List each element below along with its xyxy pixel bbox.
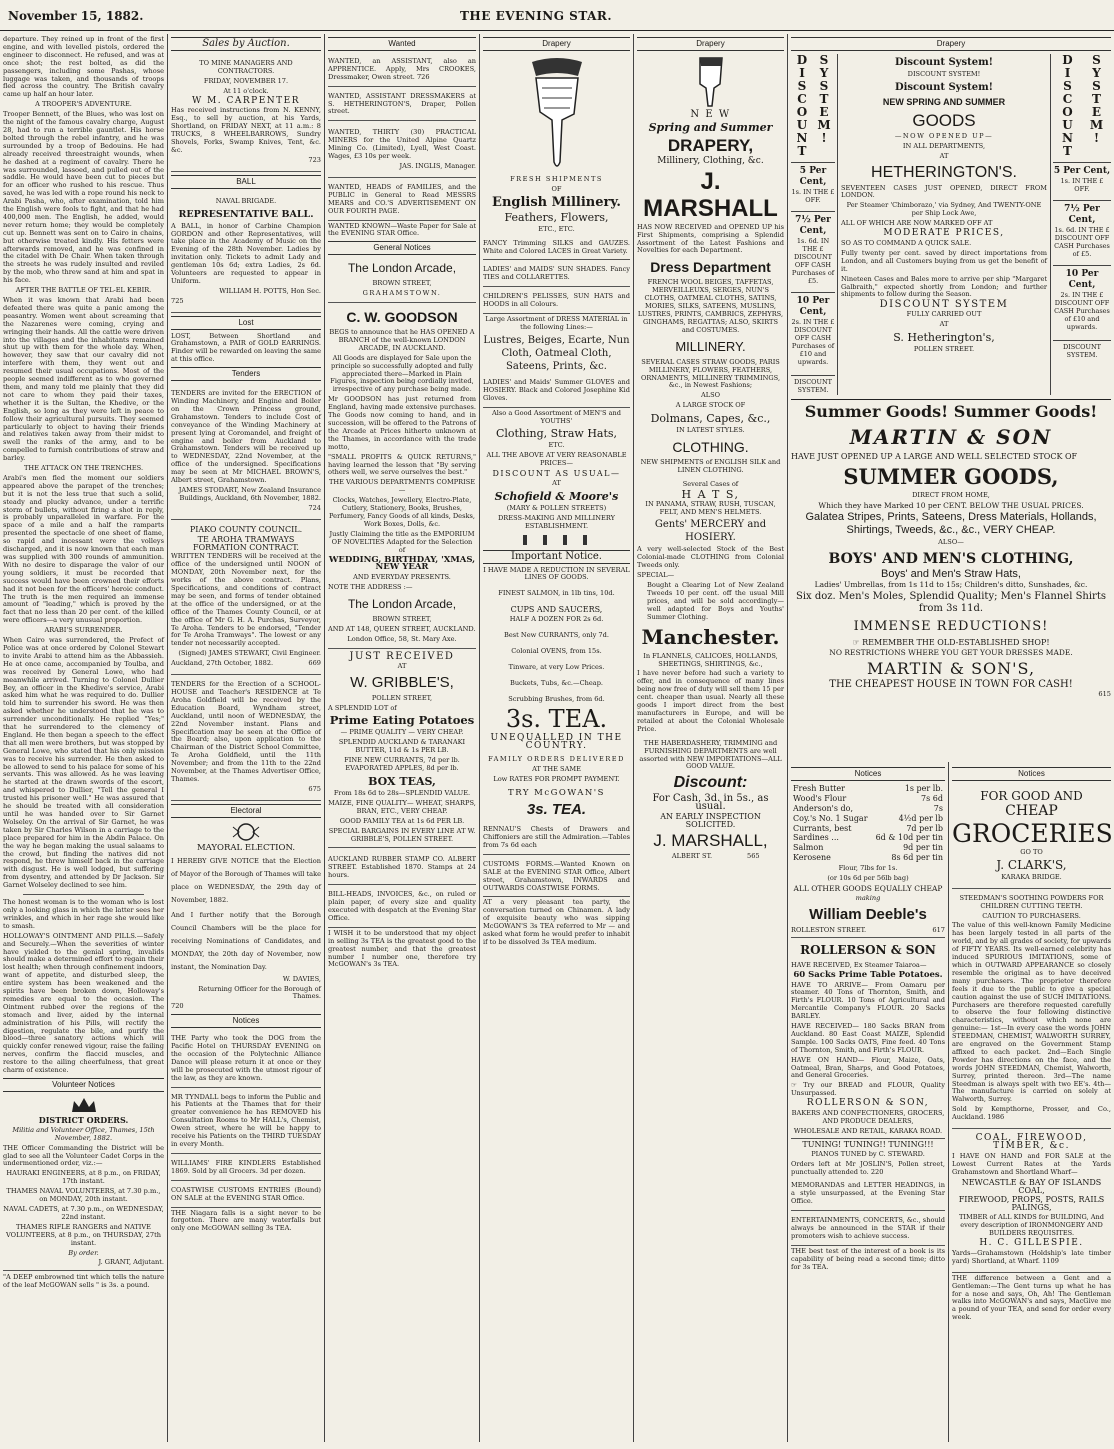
section-header-ball: BALL xyxy=(171,175,321,189)
mayoral-body: I HEREBY GIVE NOTICE that the Election of Mayor of the Borough of Thames will take place on WEDNESDAY, the 29th day of November, 1882. xyxy=(171,856,321,904)
discount-rate: 7½ Per Cent, xyxy=(795,214,831,236)
item-price: 9d per tin xyxy=(903,843,943,853)
issue-date: November 15, 1882. xyxy=(8,9,144,23)
vertical-letter: D xyxy=(796,52,808,67)
order-item: HAURAKI ENGINEERS, at 8 p.m., on FRIDAY, 17th instant. xyxy=(6,1169,161,1186)
discount-off: OFF. xyxy=(1074,184,1090,193)
news-paragraph: When it was known that Arabi had been defeated there was quite a panic among the peasantry. Women went about screaming that the Nazarenes were coming, crying and wringing their hands. All the cattle were driven into the villages and the inhabitants remained shut up with them for the whole day. When, however, they saw that our cavalry did not interfere with them, they went out and resumed their usual occupations. Most of the people seemed indifferent as to who governed them, and many told me plainly that they did not care to whom they paid their taxes, whether it is the Sultan, the Khedive, or the English, so long as they were left in peace to follow their agricultural pursuits. They seemed particularly to object to having their friends and relatives taken away from their midst to swell the ranks of the army, and to be compelled to furnish contributions of straw and barley. xyxy=(3,296,164,463)
news-subhead: AFTER THE BATTLE OF TEL-EL KEBIR. xyxy=(15,286,152,295)
pointing-hand-icon: ☞ xyxy=(852,638,863,648)
item-price: 7s 6d xyxy=(921,793,943,803)
section-header-important: Important Notice. xyxy=(483,550,630,564)
discount-rate: 10 Per Cent, xyxy=(1065,268,1099,290)
tea-heading: 3s. TEA. xyxy=(505,704,608,733)
district-orders-sub: Militia and Volunteer Office, Thames, 15th November, 1882. xyxy=(12,1125,155,1142)
section-header-tenders: Tenders xyxy=(171,367,321,381)
vertical-letter: E xyxy=(819,104,829,119)
clark-groceries-ad: FOR GOOD AND CHEAP GROCERIES GO TO J. CLARK'S, KARAKA BRIDGE. xyxy=(952,784,1111,889)
price-row xyxy=(791,824,945,834)
vertical-letter: I xyxy=(1064,65,1071,80)
item-price: 1s per lb. xyxy=(904,783,943,793)
column-auctions: Sales by Auction. TO MINE MANAGERS AND CONTRACTORS. FRIDAY, NOVEMBER 17. At 11 o'clock. W M. CARPENTER Has received instructions from N. KENNY, Esq., to sell by auction, at his Yards, Shortland, on FRIDAY NEXT, at 11 a.m.: 8 TRUCKS, 8 WHEELBARROWS, Sundry Shovels, Forks, Swamp Knives, Tent, &c. &c. 723 BALL NAVAL BRIGADE. REPRESENTATIVE BALL. A BALL, in honor of Carbine Champion GORDON and other Representatives, will take place in the Academy of Music on the Evening of the 28th November. Ladies by invitation only. Tickets to admit Lady and gentleman 10s 6d; extra Ladies, 2s 6d. Volunteers are requested to appear in Uniform. WILLIAM H. POTTS, Hon Sec. 725 Lost LOST, Between Shortland and Grahamstown, a PAIR of GOLD EARRINGS. Finder will be rewarded on leaving the same at this office. Tenders TENDERS are invited for the ERECTION of Winding Machinery, and Engine and Boiler on the Crown Princess ground, Grahamstown. Tenders to include Cost of conveyance of the Winding Machinery at present lying at Coromandel, and freight of engine and boiler from Auckland to Grahamstown. Tenders will be received up to WEDNESDAY, 22nd November, at the office of the undersigned. Specifications may be seen at Mr MICHAEL BROWN'S, Albert street, Grahamstown. JAMES STODART, New Zealand Insurance Buildings, Auckland, 6th November, 1882. 724 PIAKO COUNTY COUNCIL. TE AROHA TRAMWAYS FORMATION CONTRACT. WRITTEN TENDERS will be received at the office of the undersigned until NOON of MONDAY, 20th November next, for the works of the above contract. Plans, Specifications, and conditions of contract may be seen, and forms of tender obtained at the office of the undersigned, or at the office of the Thames County Council, or at the office of Mr G. H. A. Purchas, Surveyor, Te Aroha. Tenders to be endorsed, "Tender for Te Aroha Tramways". The lowest or any tender not necessarily accepted. (Signed) JAMES STEWART, Civil Engineer. Auckland, 27th October, 1882. 669 TENDERS for the Erection of a SCHOOL-HOUSE and Teacher's RESIDENCE at Te Aroha Goldfield will be received by the Education Board, Wyndham street, Auckland, until noon of WEDNESDAY, the 22nd November instant. Plans and Specification may be seen at the Office of the Board; also, upon application to the Chairman of the District School Committee, Te Aroha Goldfield, until the 11th November; and from the 11th to the 22nd November, at the Thames Advertiser Office, Thames. 675 Electoral MAYORAL ELECTION. I HEREBY GIVE NOTICE that the Election of Mayor of the Borough of Thames will take place on WEDNESDAY, the 29th day of November, 1882. And I further notify that the Borough Council Chambers will be the place for receiving Nominations of Candidates, and MONDAY, the 20th day of November, now instant, the Nomination Day. W. DAVIES, Returning Officer for the Borough of Thames. 720 Notices THE Party who took the DOG from the Pacific Hotel on THURSDAY EVENING on the occasion of the Polytechnic Alliance Dance will please return it at once or they will be prosecuted with the utmost rigour of the law, as they are known. MR TYNDALL begs to inform the Public and his Patients at the Thames that for their greater convenience he has REMOVED his Consultation Rooms to Mr HALL's, Chemist, Owen street, where he will be happy to receive his Patients on the THIRD TUESDAY in every Month. WILLIAMS' FIRE KINDLERS Established 1869. Sold by all Grocers. 3d per dozen. COASTWISE CUSTOMS ENTRIES (Bound) ON SALE at the EVENING STAR Office. THE Niagara falls is a sight never to be forgotten. There are many waterfalls but only one McGOWAN selling 3s TEA. xyxy=(171,38,321,1233)
discount-rate-block xyxy=(1053,162,1111,196)
mayoral-title: MAYORAL ELECTION. xyxy=(196,842,296,853)
martin-son-ad: Summer Goods! Summer Goods! MARTIN & SON HAVE JUST OPENED UP A LARGE AND WELL SELECTED STOCK OF SUMMER GOODS, DIRECT FROM HOME, Which they have Marked 10 per CENT. BELOW THE USUAL PRICES. Galatea Stripes, Prints, Sateens, Dress Materials, Hollands, Shirtings, Tweeds, &c., &c., VERY CHEAP. ALSO— BOYS' AND MEN'S CLOTHING, Boys' and Men's Straw Hats, Ladies' Umbrellas, from 1s 11d to 15s; Children's ditto, Sunshades, &c. Six doz. Men's Moles, Splendid Quality; Men's Flannel Shirts from 3s 11d. IMMENSE REDUCTIONS! ☞ REMEMBER THE OLD-ESTABLISHED SHOP! NO RESTRICTIONS WHERE YOU GET YOUR DRESSES MADE. MARTIN & SON'S, THE CHEAPEST HOUSE IN TOWN FOR CASH! 615 xyxy=(791,401,1111,698)
section-header-wanted: Wanted xyxy=(328,37,476,51)
district-orders-body: THE Officer Commanding the District will be glad to see all the Volunteer Cadet Corps in the undermentioned order, viz.:— xyxy=(3,1143,164,1168)
niagara-notice: THE Niagara falls is a sight never to be forgotten. There are many waterfalls but only one McGOWAN selling 3s TEA. xyxy=(171,1208,321,1233)
coat-of-arms-icon xyxy=(229,821,263,843)
wanted-ad: WANTED, THIRTY (30) PRACTICAL MINERS for the United Alpine Quartz Mining Co. (Limited), Lyell, West Coast. Wages, £3 10s per week. JAS. INGLIS, Manager. xyxy=(328,123,476,178)
school-tender-ad: TENDERS for the Erection of a SCHOOL-HOUSE and Teacher's RESIDENCE at Te Aroha Goldfield will be received by the Education Board, Wyndham street, Auckland, until noon of WEDNESDAY, the 22nd November instant. Plans and Specification may be seen at the Office of the Board; also, upon application to the Chairman of the District School Committee, Te Aroha Goldfield, until the 11th November; and from the 11th to the 22nd November, at the Thames Advertiser Office, Thames. 675 xyxy=(171,675,321,801)
column-notices-deeble: Notices Fresh Butter 1s per lb. Wood's Flour 7s 6d Anderson's do, 7s Coy.'s No. 1 Sugar 4½d per lb Currants, best 7d per lb Sardines ... 6d & 10d per tin Salmon 9d per tin Kerosene 8s 6d per tin Flour, 7lbs for 1s. (or 10s 6d per 56lb bag) ALL OTHER GOODS EQUALLY CHEAP making William Deeble's ROLLESTON STREET. 617 ROLLERSON & SON HAVE RECEIVED, Ex Steamer Taiaroa— 60 Sacks Prime Table Potatoes. HAVE TO ARRIVE— From Oamaru per steamer. 40 Tons of Thornton, Smith, and Firth's FLOUR. 10 Tons of Agricultural and Mercantile Company's FLOUR. 20 Sacks BARLEY. HAVE RECEIVED— 180 Sacks BRAN from Auckland. 80 East Coast MAIZE, Splendid Sample. 100 Sacks OATS, Fine feed. 40 Tons of Thornton, Smith, and Firth's FLOUR. HAVE ON HAND— Flour, Maize, Oats, Oatmeal, Bran, Sharps, and Good Potatoes, and General Groceries. ☞ Try our BREAD and FLOUR, Quality Unsurpassed. ROLLERSON & SON, BAKERS AND CONFECTIONERS, GROCERS, AND PRODUCE DEALERS, WHOLESALE AND RETAIL, KARAKA ROAD. TUNING! TUNING!! TUNING!!! PIANOS TUNED by C. STEWARD. Orders left at Mr JOSLIN'S, Pollen street, punctually attended to. 220 MEMORANDAS and LETTER HEADINGS, in a style unsurpassed, at the Evening Star Office. ENTERTAINMENTS, CONCERTS, &c., should always be announced in the STAR if their promoters wish to achieve success. THE best test of the interest of a book is its capability of being read a second time; ditto for 3s TEA. xyxy=(791,769,945,1271)
section-header-drapery: Drapery xyxy=(483,37,630,51)
discount-off: OFF. xyxy=(805,195,821,204)
section-header-notices: Notices xyxy=(791,767,945,781)
vertical-letter: T xyxy=(1092,91,1101,106)
vertical-letter: S xyxy=(819,78,829,93)
vertical-letter: S xyxy=(1092,78,1101,93)
section-header-drapery: Drapery xyxy=(637,37,784,51)
pointing-hand-icon xyxy=(522,54,592,174)
vertical-letter: S xyxy=(1092,52,1101,67)
piako-ad: PIAKO COUNTY COUNCIL. TE AROHA TRAMWAYS FORMATION CONTRACT. WRITTEN TENDERS will be received at the office of the undersigned until NOON of MONDAY, 20th November next, for the works of the above contract. Plans, Specifications, and conditions of contract may be seen, and forms of tender obtained at the office of the undersigned, or at the office of the Thames County Council, or at the office of Mr G. H. A. Purchas, Surveyor, Te Aroha. Tenders to be endorsed, "Tender for Te Aroha Tramways". The lowest or any tender not necessarily accepted. (Signed) JAMES STEWART, Civil Engineer. Auckland, 27th October, 1882. 669 xyxy=(171,520,321,675)
holloway-ad: HOLLOWAY'S OINTMENT AND PILLS.—Safely and Securely.—When the severities of winter have yielded to the genial spring, invalids should make a determined effort to regain their lost health; when through confinement indoors, want of appetite, and disturbed sleep, the entire system has been weakened and the spirits have been broken down, Holloway's remedies are equal to the occasion. The Ointment rubbed over the regions of the stomach and liver, aided by the internal administration of his Pills, will rectify the digestion, regulate the bile, and purify the blood—three sanatory actions which will quickly confer renewed vigour, raise the failing nerves, confirm the flaccid muscles, and restore to the ailing cheerfulness, that great charm of existence. xyxy=(3,931,164,1075)
discount-sidebar-left xyxy=(791,54,835,395)
item-name: Salmon xyxy=(793,843,824,853)
tender-ad: TENDERS are invited for the ERECTION of Winding Machinery, and Engine and Boiler on the Crown Princess ground, Grahamstown. Tenders to include Cost of conveyance of the Winding Machinery at present lying at Coromandel, and freight of engine and boiler from Auckland to Grahamstown. Tenders will be received up to WEDNESDAY, 22nd November, at the office of the undersigned. Specifications may be seen at Mr MICHAEL BROWN'S, Albert street, Grahamstown. JAMES STODART, New Zealand Insurance Buildings, Auckland, 6th November, 1882. 724 xyxy=(171,384,321,520)
column-drapery-schofield: Drapery FRESH SHIPMENTS OF English Millinery. Feathers, Flowers, ETC., ETC. FANCY Trimming SILKS and GAUZES. White and Colored LACES in Great Variety. LADIES' and MAIDS' SUN SHADES. Fancy TIES and COLLARETTES. CHILDREN'S PELISSES, SUN HATS and HOODS in all Colours. Large Assortment of DRESS MATERIAL in the following Lines:— Lustres, Beiges, Ecarte, Nun Cloth, Oatmeal Cloth, Sateens, Prints, &c. LADIES' and Maids' Summer GLOVES and HOSIERY. Black and Colored Josephine Kid Gloves. Also a Good Assortment of MEN'S and YOUTHS' Clothing, Straw Hats, ETC. ALL THE ABOVE AT VERY REASONABLE PRICES— DISCOUNT AS USUAL— AT Schofield & Moore's (MARY & POLLEN STREETS) DRESS-MAKING AND MILLINERY ESTABLISHMENT. Important Notice. I HAVE MADE A REDUCTION IN SEVERAL LINES OF GOODS. FINEST SALMON, in 1lb tins, 10d. CUPS AND SAUCERS, HALF A DOZEN FOR 2s 6d. Best New CURRANTS, only 7d. Colonial OVENS, from 15s. Tinware, at very Low Prices. Buckets, Tubs, &c.—Cheap. Scrubbing Brushes, from 6d. 3s. TEA. UNEQUALLED IN THE COUNTRY. FAMILY ORDERS DELIVERED AT THE SAME Low RATES FOR PROMPT PAYMENT. TRY McGOWAN'S 3s. TEA. RENNAU'S Chests of Drawers and Chiffoniers are still the Admiration.—Tables from 7s 6d each CUSTOMS FORMS.—Wanted Known on SALE at the EVENING STAR Office, Albert street, Grahamstown, INWARDS and OUTWARDS COASTWISE FORMS. AT a very pleasant tea party, the conversation turned on Chinamen. A lady of exquisite beauty who was sipping McGOWAN'S 3s TEA referred to Mr — and asked what form he would prefer to inhabit if to be dissolved 3s TEA medium. xyxy=(483,39,630,946)
pointing-hands-icon xyxy=(517,533,597,547)
section-header-notices: Notices xyxy=(171,1014,321,1028)
price-row xyxy=(791,843,945,853)
news-subhead: ARABI'S SURRENDER. xyxy=(44,626,123,635)
column-wanted xyxy=(325,34,479,1442)
vertical-letter: O xyxy=(1062,104,1073,119)
section-header-general: General Notices xyxy=(328,241,476,255)
item-name: Coy.'s No. 1 Sugar xyxy=(793,813,868,823)
district-orders-title: DISTRICT ORDERS. xyxy=(38,1114,129,1125)
item-name: Currants, best xyxy=(793,823,852,833)
discount-in: 2s. IN THE £ xyxy=(791,317,835,326)
discount-rate: 5 Per Cent, xyxy=(799,165,827,187)
discount-system-label: DISCOUNT SYSTEM. xyxy=(1053,340,1111,360)
news-paragraph: The honest woman is to the woman who is lost only a looking glass in which the latter sees her wrinkles, and which in her rage she would like to smash. xyxy=(3,898,164,930)
item-price: 8s 6d per tin xyxy=(891,853,943,863)
price-row xyxy=(791,853,945,863)
column-drapery-hetherington xyxy=(788,34,1114,762)
martin-son-name: MARTIN & SON xyxy=(849,424,1053,449)
vertical-letter: T xyxy=(1063,143,1072,158)
system-vertical-text xyxy=(1090,54,1104,158)
vertical-letter: D xyxy=(1062,52,1073,67)
vertical-letter: ! xyxy=(1093,130,1100,145)
remember-line: ☞ REMEMBER THE OLD-ESTABLISHED SHOP! xyxy=(852,638,1050,648)
discount-rate-block xyxy=(791,211,835,288)
london-arcade-ad: The London Arcade, BROWN STREET, GRAHAMSTOWN. C. W. GOODSON BEGS to announce that he HAS OPENED A BRANCH of the well-known LONDON ARCADE, IN AUCKLAND. All Goods are displayed for Sale upon the principle so successfully adopted and fully appreciated there—Marked in Plain Figures, inspection being cordially invited, irrespective of any purchase being made. Mr GOODSON has just returned from England, having made extensive purchases. The Goods now coming to hand, and in succession, will be offered to the Patrons of the Arcade at Prices hitherto unknown at the Thames, in accordance with the trade motto, "SMALL PROFITS & QUICK RETURNS," having learned the lesson that "By serving others well, we serve ourselves the best." THE VARIOUS DEPARTMENTS COMPRISE— Clocks, Watches, Jewellery, Electro-Plate, Cutlery, Stationery, Books, Brushes, Perfumery, Fancy Goods of all kinds, Desks, Work Boxes, Dolls, &c. Justly Claiming the title as the EMPORIUM OF NOVELTIES Adapted for the Selection of WEDDING, BIRTHDAY, 'XMAS, NEW YEAR AND EVERYDAY PRESENTS. NOTE THE ADDRESS :— The London Arcade, BROWN STREET, AND AT 148, QUEEN STREET, AUCKLAND. London Office, 58, St. Mary Axe. xyxy=(328,261,476,643)
discount-rate-block xyxy=(791,162,835,207)
section-header-lost: Lost xyxy=(171,316,321,330)
ball-ad: NAVAL BRIGADE. REPRESENTATIVE BALL. A BALL, in honor of Carbine Champion GORDON and other Representatives, will take place in the Academy of Music on the Evening of the 28th November. Ladies by invitation only. Tickets to admit Lady and gentleman 10s 6d; extra Ladies, 2s 6d. Volunteers are requested to appear in Uniform. WILLIAM H. POTTS, Hon Sec. 725 xyxy=(171,192,321,313)
vertical-letter: S xyxy=(819,52,829,67)
order-item: NAVAL CADETS, at 7.30 p.m., on WEDNESDAY, 22nd instant. xyxy=(3,1204,164,1221)
item-name: Fresh Butter xyxy=(793,783,845,793)
item-name: Kerosene xyxy=(793,853,831,863)
wanted-ad: WANTED, HEADS of FAMILIES, and the PUBLIC in General to Read MESSRS MEARS and CO.'S ADVERTISEMENT ON OUR FOURTH PAGE. xyxy=(328,180,476,221)
discount-rate: 5 Per Cent, xyxy=(1053,165,1111,176)
vertical-letter: Y xyxy=(819,65,829,80)
hetherington-ad: Discount System! DISCOUNT SYSTEM! Discount System! NEW SPRING AND SUMMER GOODS —NOW OPENED UP— IN ALL DEPARTMENTS, AT HETHERINGTON'S. SEVENTEEN CASES JUST OPENED, DIRECT FROM LONDON. Per Steamer 'Chimborazo,' via Sydney, And TWENTY-ONE per Ship Lock Awe, ALL OF WHICH ARE NOW MARKED OFF AT MODERATE PRICES, SO AS TO COMMAND A QUICK SALE. Fully twenty per cent. saved by direct importations from London, and all Customers buying from us get the benefit of it. Nineteen Cases and Bales more to arrive per ship "Margaret Galbraith," expected shortly from London; and further shipments to follow during the Season. DISCOUNT SYSTEM FULLY CARRIED OUT AT S. Hetherington's, POLLEN STREET. xyxy=(837,54,1051,395)
news-paragraph: departure. They reined up in front of the first engine, and with levelled pistols, ordered the engineer to disconnect. He refused, and was at once shot; the rest bolted, as did the passengers, including some Pashas, whose luggage was taken, and thousands of troops fled across the country. The British cavalry came up half an hour later. xyxy=(3,35,164,99)
discount-off: DISCOUNT OFF CASH Purchases of £5. xyxy=(791,252,835,285)
price-row xyxy=(791,833,945,843)
vertical-letter: C xyxy=(1062,91,1073,106)
item-price: 7d per lb xyxy=(906,823,943,833)
column-drapery-marshall: Drapery N E W Spring and Summer DRAPERY, Millinery, Clothing, &c. J. MARSHALL HAS NOW RECEIVED and OPENED UP his First Shipments, comprising a Splendid Assortment of the Latest Fashions and Novelties for each Department. Dress Department FRENCH WOOL BEIGES, TAFFETAS, MERVEILLEUXS, SERGES, NUN'S CLOTHS, OATMEAL CLOTHS, SATINS, MORIES, SILKS, SATEENS, MUSLINS, LUSTRES, PRINTS, CAMBRICS, ZEPHYRS, GINGHAMS, REGATTAS; ALSO, SKIRTS and COSTUMES. MILLINERY. SEVERAL CASES STRAW GOODS, PARIS MILLINERY, FLOWERS, FEATHERS, ORNAMENTS, MILLINERY TRIMMINGS, &c., in Newest Fashions; ALSO A LARGE STOCK OF Dolmans, Capes, &c., IN LATEST STYLES. CLOTHING. NEW SHIPMENTS of ENGLISH SILK and LINEN CLOTHING. Several Cases of H A T S, IN PANAMA, STRAW, RUSH, TUSCAN, FELT, AND MEN'S HELMETS. Gents' MERCERY and HOSIERY. A very well-selected Stock of the Best Colonial-made CLOTHING from Colonial Tweeds only. SPECIAL— Bought a Clearing Lot of New Zealand Tweeds 10 per cent. off the usual Mill prices, and will be sold accordingly—well adapted for Boys and Youths' Summer Clothing. Manchester. In FLANNELS, CALICOES, HOLLANDS, SHEETINGS, SHIRTINGS, &c., I have never before had such a variety to offer, and in consequence of many lines being now free of duty will sell them 15 per cent. cheaper than usual. Nearly all these goods I import direct from the best manufacturers in Europe, and will be retailed at about the Colonial Wholesale Price. THE HABERDASHERY, TRIMMING and FURNISHING DEPARTMENTS are well assorted with NEW IMPORTATIONS—ALL GOOD VALUE. Discount: For Cash, 3d. in 5s., as usual. AN EARLY INSPECTION SOLICITED. J. MARSHALL, ALBERT ST. 565 xyxy=(637,39,784,860)
item-price: 7s xyxy=(933,803,943,813)
by-order: By order. xyxy=(68,1248,99,1257)
section-header-electoral: Electoral xyxy=(171,804,321,818)
wanted-ad: WANTED, ASSISTANT DRESSMAKERS at S. HETHERINGTON'S, Draper, Pollen street. xyxy=(328,89,476,122)
vertical-letter: ! xyxy=(821,130,827,145)
billheads-ad: BILL-HEADS, INVOICES, &c., on ruled or plain paper, of every size and quality executed with despatch at the Evening Star Office. xyxy=(328,887,476,928)
wanted-ad: WANTED KNOWN—Waste Paper for Sale at the EVENING STAR Office. xyxy=(328,221,476,238)
column-notices-clark xyxy=(949,764,1114,1442)
vertical-letter: I xyxy=(799,65,805,80)
order-item: THAMES RIFLE RANGERS and NATIVE VOLUNTEERS, at 8 p.m., on THURSDAY, 27th instant. xyxy=(6,1222,161,1247)
newspaper-title: THE EVENING STAR. xyxy=(460,9,613,23)
gribble-ad: JUST RECEIVED AT W. GRIBBLE'S, POLLEN STREET, A SPLENDID LOT of Prime Eating Potatoes — PRIME QUALITY — VERY CHEAP. SPLENDID AUCKLAND & TARANAKI BUTTER, 11d & 1s PER LB. FINE NEW CURRANTS, 7d per lb. EVAPORATED APPLES, 8d per lb. BOX TEAS, From 18s 6d to 28s—SPLENDID VALUE. MAIZE, FINE QUALITY— WHEAT, SHARPS, BRAN, ETC., VERY CHEAP. GOOD FAMILY TEA at 1s 6d PER LB. SPECIAL BARGAINS IN EVERY LINE AT W. GRIBBLE'S, POLLEN STREET. xyxy=(328,650,476,843)
adjutant: J. GRANT, Adjutant. xyxy=(98,1258,164,1267)
section-header-notices: Notices xyxy=(952,767,1111,781)
auction-ad: TO MINE MANAGERS AND CONTRACTORS. FRIDAY, NOVEMBER 17. At 11 o'clock. W M. CARPENTER Has received instructions from N. KENNY, Esq., to sell by auction, at his Yards, Shortland, on FRIDAY NEXT, at 11 a.m.: 8 TRUCKS, 8 WHEELBARROWS, Sundry Shovels, Forks, Swamp Knives, Tent, &c. &c. 723 xyxy=(171,54,321,172)
news-paragraph: When Cairo was surrendered, the Prefect of Police was at once ordered by Colonel Stewart to invite Arabi to attend him as the Abbassieh. He at once came, accompanied by Toulba, and was received by General Lowe, who had meanwhile arrived. Turning to Colonel Dullier Bey, an officer in the Khedive's service, Arabi asked him what he was required to do. Dullier told him to surrender his sword. He was then asked whether he understood that he was to surrender unconditionally. He replied "Yes;" that he surrendered to the clemency of England. He then began a speech to the effect that all men were brothers, but was stopped by General Lowe, who stated that his only mission was to receive his surrender. He then asked to be allowed to send to his palace for some of his servants. This was allowed. As he was leaving he started at the drawn swords of the escort, and whispered to Dullier, "Tell the general I trusted his prisoner well." He was assured that he should be treated with all consideration until he was handed over to Sir Garnet Wolseley. On the arrival of Sir Garnet, he was taken by Sir Charles Wilson in a carriage to the place prepared for him in the Abdin Palace. On the way he began making the usual salaams to the crowd, but finding the natives did not respond, he threw himself back in the carriage with disgust. He is well lodged, but suffering from dysentry, and attended by Dr Jackson. Sir Garnet Wolseley declined to see him. xyxy=(3,636,164,890)
discount-vertical-text xyxy=(795,54,809,158)
vertical-letter: T xyxy=(819,91,829,106)
vertical-letter: Y xyxy=(1092,65,1101,80)
section-header-drapery: Drapery xyxy=(791,37,1111,51)
mcgowan-note: "A DEEP embrowned tint which tells the nature of the leaf McGOWAN sells " is 3s. a pound. xyxy=(3,1273,164,1290)
masthead xyxy=(0,0,1114,31)
news-paragraph: Arabi's men fled the moment our soldiers appeared above the parapet of the trenches; but it is not the less true that such a solid, steady and plucky advance, under a terrific storm of bullets, without firing a shot in reply, is probably unparalleled in warfare. For the space of a mile and a half the ramparts presented the spectacle of one sheet of flame, so rapid and incessant were the volleys discharged, and it is now known that each man was supplied with 300 rounds of ammunition. With no desire to disparage the valor of our young soldiers, it must be recorded that success would have been crowned their efforts had it not been for the officers' heroic conduct. The truth is the men required an immense amount of "leading," which is proved by the fact that no less than 20 per cent. of the killed were officers—a very unusual proportion. xyxy=(3,473,164,625)
news-subhead: A TROOPER'S ADVENTURE. xyxy=(35,100,132,109)
discount-in: 1s. 6d. IN THE £ xyxy=(1054,225,1110,234)
discount-off: DISCOUNT OFF CASH Purchases of £10 and upwards. xyxy=(1054,298,1110,331)
section-header-volunteer: Volunteer Notices xyxy=(3,1078,164,1092)
pointing-hand-icon xyxy=(686,54,736,109)
discount-off: DISCOUNT OFF CASH Purchases of £10 and upwards. xyxy=(791,325,835,366)
grocery-price-table xyxy=(791,784,945,863)
discount-rate: 7½ Per Cent, xyxy=(1064,203,1100,225)
discount-in: 1s. 6d. IN THE £ xyxy=(796,236,830,253)
stamp-ad: AUCKLAND RUBBER STAMP CO. ALBERT STREET. Established 1870. Stamps at 24 hours. xyxy=(328,852,476,885)
vertical-letter: S xyxy=(797,78,807,93)
vertical-letter: O xyxy=(796,104,808,119)
item-price: 4½d per lb xyxy=(898,813,943,823)
vertical-letter: U xyxy=(1062,117,1073,132)
mayoral-body: And I further notify that the Borough Council Chambers will be the place for receiving Nominations of Candidates, and MONDAY, the 20th day of November, now instant, the Nomination Day. xyxy=(171,910,321,971)
news-paragraph: Trooper Bennett, of the Blues, who was lost on the night of the famous cavalry charge, August 28, had to run a terrible gauntlet. His horse bolted through the rebel infantry, and he was surrounded by a troop of Bedouins. He had already received threestraight wounds, when he dashed at a regiment of cavalry. There he was surrounded, lassoed, and pulled out of the saddle. He would have been cut to pieces but for an officer who rushed to his rescue. Thus saved, he was led with a rope round his neck to Arabi Pasha, who, after examination, told him the English were fools to fight, and that he had 400,000 men. The English, he added, would never return home; they would be completely cut up. Bennett was sent on to Cairo in chains, but otherwise treated kindly. His fetters were afterwards removed, and he was confined in the citadel with De Chair. When taken through the streets he was rudely insulted and reviled by the mob, who threw sand at him and spat in his face. xyxy=(3,110,164,285)
schofield-name: Schofield & Moore's xyxy=(494,489,619,503)
column-news xyxy=(0,34,167,1442)
order-item: THAMES NAVAL VOLUNTEERS, at 7.30 p.m., on MONDAY, 20th instant. xyxy=(6,1187,161,1204)
vertical-letter: N xyxy=(1062,130,1073,145)
item-name: Anderson's do, xyxy=(793,803,854,813)
discount-rate-block xyxy=(1053,265,1111,334)
vertical-letter: M xyxy=(817,117,831,132)
item-price: 6d & 10d per tin xyxy=(875,833,943,843)
discount-rate-block xyxy=(1053,200,1111,261)
vertical-letter: M xyxy=(1089,117,1104,132)
discount-rate-block xyxy=(791,292,835,369)
discount-sidebar-right xyxy=(1053,54,1111,395)
system-vertical-text xyxy=(817,54,831,158)
discount-off: DISCOUNT OFF CASH Purchases of £5. xyxy=(1054,233,1110,258)
price-row xyxy=(791,784,945,794)
discount-system-label: DISCOUNT SYSTEM. xyxy=(791,375,835,395)
vertical-letter: U xyxy=(796,117,808,132)
lost-ad: LOST, Between Shortland and Grahamstown, a PAIR of GOLD EARRINGS. Finder will be rewarded on leaving the same at this office. xyxy=(171,331,321,364)
item-name: Sardines ... xyxy=(793,833,839,843)
discount-in: 1s. IN THE £ xyxy=(791,187,835,196)
discount-vertical-text xyxy=(1061,54,1075,158)
discount-rate: 10 Per Cent, xyxy=(796,295,830,317)
tyndall-notice: MR TYNDALL begs to inform the Public and his Patients at the Thames that for their greater convenience he has REMOVED his Consultation Rooms to Mr HALL's, Chemist, Owen street, where he will be happy to receive his Patients on the THIRD TUESDAY in every Month. xyxy=(171,1090,321,1154)
vertical-letter: C xyxy=(797,91,807,106)
wanted-ad: WANTED, an ASSISTANT, also an APPRENTICE. Apply, Mrs CROOKES, Dressmaker, Owen street. 726 xyxy=(328,54,476,87)
marshall-name: J. MARSHALL xyxy=(643,167,778,222)
gent-gentleman-note: THE difference between a Gent and a Gentleman:—The Gent turns up what he has for a nose and says, Oh, Ah! The Gentleman walks into McGOWAN's and says, MacGive me a pound of your TEA, and send for order every week. xyxy=(952,1273,1111,1322)
tea-ad: I WISH it to be understood that my object in selling 3s TEA is the greatest good to the greatest number, and that the greatest number I number one, therefore try McGOWAN's 3s TEA. xyxy=(328,928,476,969)
vertical-letter: N xyxy=(796,130,808,145)
pointing-hand-icon: ☞ xyxy=(791,1081,804,1090)
discount-in: 1s. IN THE £ xyxy=(1060,176,1104,185)
price-row xyxy=(791,804,945,814)
rollerson-name: ROLLERSON & SON xyxy=(800,942,936,957)
item-name: Wood's Flour xyxy=(793,793,847,803)
vertical-letter: E xyxy=(1091,104,1102,119)
price-row xyxy=(791,814,945,824)
vertical-letter: T xyxy=(797,143,807,158)
customs-notice: COASTWISE CUSTOMS ENTRIES (Bound) ON SALE at the EVENING STAR Office. xyxy=(171,1183,321,1208)
steedman-ad: STEEDMAN'S SOOTHING POWDERS FOR CHILDREN CUTTING TEETH. CAUTION TO PURCHASERS. The value of this well-known Family Medicine has been largely tested in all parts of the world, and by all grades of society, for upwards of FIFTY YEARS. Its well-earned celebrity has induced SPURIOUS IMITATIONS, some of which in OUTWARD APPEARANCE so closely resemble the original as to have deceived many purchasers. The proprietor therefore feels it due to the public to give a special caution against the use of SUCH IMITATIONS. Purchasers are therefore requested carefully to observe the four following distinctive characteristics, without which none are genuine:— 1st—In every case the words JOHN STEEDMAN, CHEMIST, WALWORTH SURREY, are engraved on the Government Stamp affixed to each packet. 2nd—Each Single Powder has directions on the face, and the words JOHN STEEDMAN, Chemist, Walworth, Surrey, printed thereon. 3rd—The name Steedman is always spelt with two EE's. 4th—The manufacture is carried on solely at Walworth, Surrey. Sold by Kempthorne, Prosser, and Co., Auckland. 1986 xyxy=(952,889,1111,1129)
discount-rates-right xyxy=(1053,162,1111,360)
gillespie-ad: COAL, FIREWOOD, TIMBER, &c. I HAVE ON HAND and FOR SALE at the Lowest Current Rates at the Yards Grahamstown and Shortland Wharf— NEWCASTLE & BAY OF ISLANDS COAL, FIREWOOD, PROPS, POSTS, RAILS PALINGS, TIMBER of ALL KINDS for BUILDING, And every description of IRONMONGERY AND BUILDERS REQUISITES. H. C. GILLESPIE. Yards—Grahamstown (Holdship's late timber yard) Shortland, at Wharf. 1109 xyxy=(952,1129,1111,1273)
hetherington-name: HETHERINGTON'S. xyxy=(871,163,1017,181)
dog-notice: THE Party who took the DOG from the Pacific Hotel on THURSDAY EVENING on the occasion of the Polytechnic Alliance Dance will please return it at once or they will be prosecuted with the utmost rigour of the law, as they are known. xyxy=(171,1031,321,1087)
kindlers-notice: WILLIAMS' FIRE KINDLERS Established 1869. Sold by all Grocers. 3d per dozen. xyxy=(171,1156,321,1181)
crown-emblem-icon xyxy=(69,1095,99,1115)
discount-rates-left xyxy=(791,162,835,395)
discount-in: 2s. IN THE £ xyxy=(1060,290,1104,299)
section-header-sales: Sales by Auction. xyxy=(171,37,321,51)
deeble-name: William Deeble's xyxy=(809,905,927,923)
vertical-letter: S xyxy=(1063,78,1072,93)
price-row xyxy=(791,794,945,804)
news-subhead: THE ATTACK ON THE TRENCHES. xyxy=(23,464,144,473)
millinery-heading: English Millinery. xyxy=(492,194,621,210)
